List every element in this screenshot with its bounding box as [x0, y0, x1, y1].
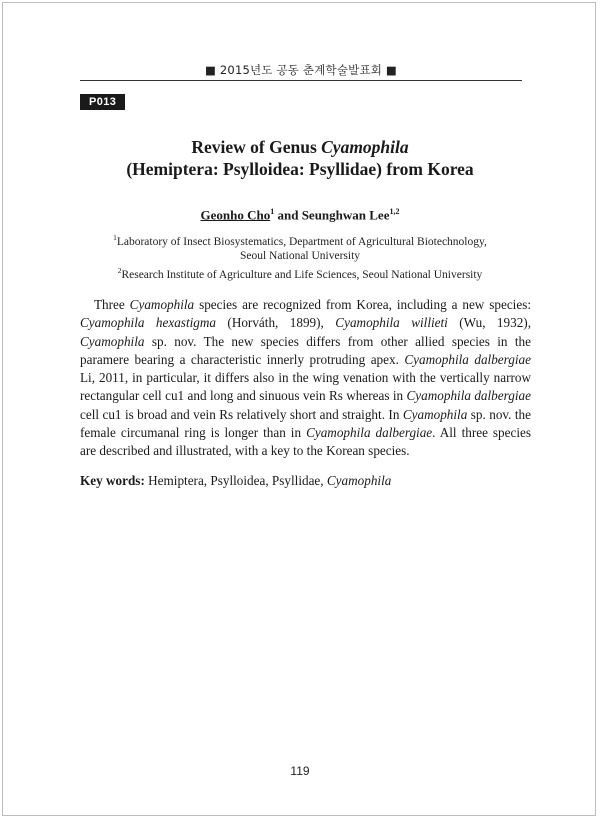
affiliation-1-line-1 [60, 231, 540, 249]
abstract-taxon: Cyamophila [129, 297, 195, 312]
abstract-text: species are recognized from Korea, including a new species: [194, 297, 531, 312]
title-genus: Cyamophila [321, 137, 409, 157]
author-2-name: Seunghwan Lee [301, 207, 390, 223]
abstract-taxon: Cyamophila dalbergiae [406, 388, 531, 404]
running-header: ■ 2015년도 공동 춘계학술발표회 ■ [204, 63, 398, 77]
abstract-text: (Wu, 1932), [447, 315, 531, 331]
author-1-affil-mark: 1 [270, 207, 275, 216]
abstract-text: sp. nov. The new species differs from other allied species in the paramere bearing a characteristic innerly protruding apex. [80, 333, 531, 367]
title-line-1 [60, 136, 540, 158]
affiliation-2-text: Research Institute of Agriculture and Life Sciences, Seoul National University [121, 268, 483, 281]
title-line-2: (Hemiptera: Psylloidea: Psyllidae) from Korea [126, 159, 474, 179]
author-1-name: Geonho Cho [200, 207, 271, 223]
poster-id-badge: P013 [80, 94, 125, 110]
affiliation-2 [60, 264, 540, 282]
abstract-text: Li, 2011, in particular, it differs also in the wing venation with the vertically narrow rectangular cell cu1 and long and sinuous vein Rs whereas in [80, 370, 531, 404]
author-connector: and [274, 207, 302, 223]
title-prefix: Review of Genus [191, 137, 322, 157]
abstract-taxon: Cyamophila dalbergiae [306, 425, 433, 441]
affiliation-1-mark: 1 [113, 233, 117, 242]
page-number: 119 [290, 764, 310, 778]
abstract-taxon: Cyamophila dalbergiae [404, 351, 531, 367]
header-rule [80, 80, 522, 81]
keywords-line [80, 472, 531, 490]
affiliations [60, 231, 540, 282]
abstract-text: Three [94, 297, 130, 312]
affiliation-1-line-2: Seoul National University [239, 250, 361, 263]
abstract-text: cell cu1 is broad and vein Rs relatively short and straight. In [80, 406, 403, 422]
abstract-taxon: Cyamophila [80, 333, 145, 349]
author-2-affil-mark: 1,2 [389, 207, 400, 216]
affiliation-1-text: Laboratory of Insect Biosystematics, Department of Agricultural Biotechnology, [116, 235, 487, 248]
abstract-text: (Horváth, 1899), [215, 315, 336, 331]
abstract-paragraph [80, 296, 531, 461]
paper-title [60, 136, 540, 180]
abstract-text: . All three species are described and illustrated, with a key to the Korean species. [80, 425, 531, 459]
abstract-taxon: Cyamophila willieti [335, 315, 448, 331]
keywords-label: Key words: [80, 473, 145, 488]
affiliation-2-mark: 2 [117, 265, 122, 275]
author-list [60, 207, 540, 223]
abstract-taxon: Cyamophila [402, 406, 468, 422]
keywords-list: Hemiptera, Psylloidea, Psyllidae, [144, 473, 327, 488]
abstract-taxon: Cyamophila hexastigma [80, 315, 216, 331]
abstract-text: sp. nov. the female circumanal ring is longer than in [80, 406, 531, 441]
keywords-taxon: Cyamophila [326, 473, 392, 488]
